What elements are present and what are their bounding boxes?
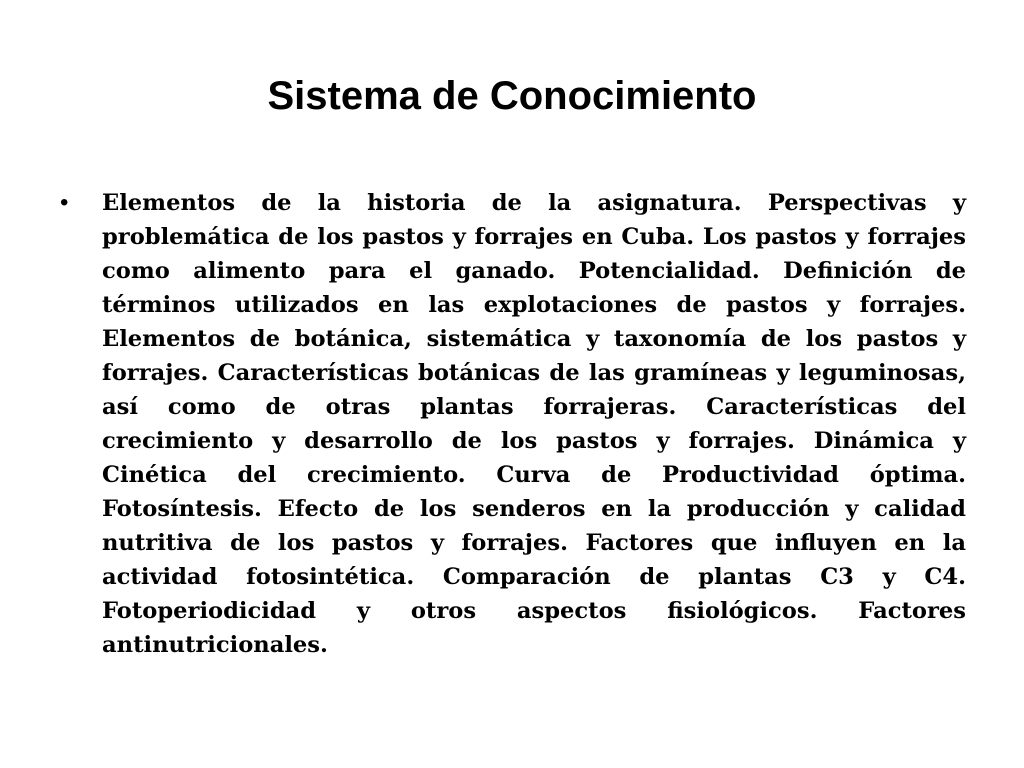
bullet-text: Elementos de la historia de la asignatura. Perspectivas y problemática de los pastos y forrajes en Cuba. Los pastos y forrajes como alimento para el ganado. Potencialidad. Definición de términos utilizados en las explotaciones de pastos y forrajes. Elementos de botánica, sistemática y taxonomía de los pastos y forrajes. Características botánicas de las gramíneas y leguminosas, así como de otras plantas forrajeras. Características del crecimiento y desarrollo de los pastos y forrajes. Dinámica y Cinética del crecimiento. Curva de Productividad óptima. Fotosíntesis. Efecto de los senderos en la producción y calidad nutritiva de los pastos y forrajes. Factores que influyen en la actividad fotosintética. Comparación de plantas C3 y C4. Fotoperiodicidad y otros aspectos fisiológicos. Factores antinutricionales.: [102, 190, 966, 658]
bullet-marker: •: [60, 189, 69, 216]
slide-title: Sistema de Conocimiento: [267, 74, 757, 118]
bullet-list: [60, 186, 966, 662]
bullet-item: [60, 186, 966, 662]
